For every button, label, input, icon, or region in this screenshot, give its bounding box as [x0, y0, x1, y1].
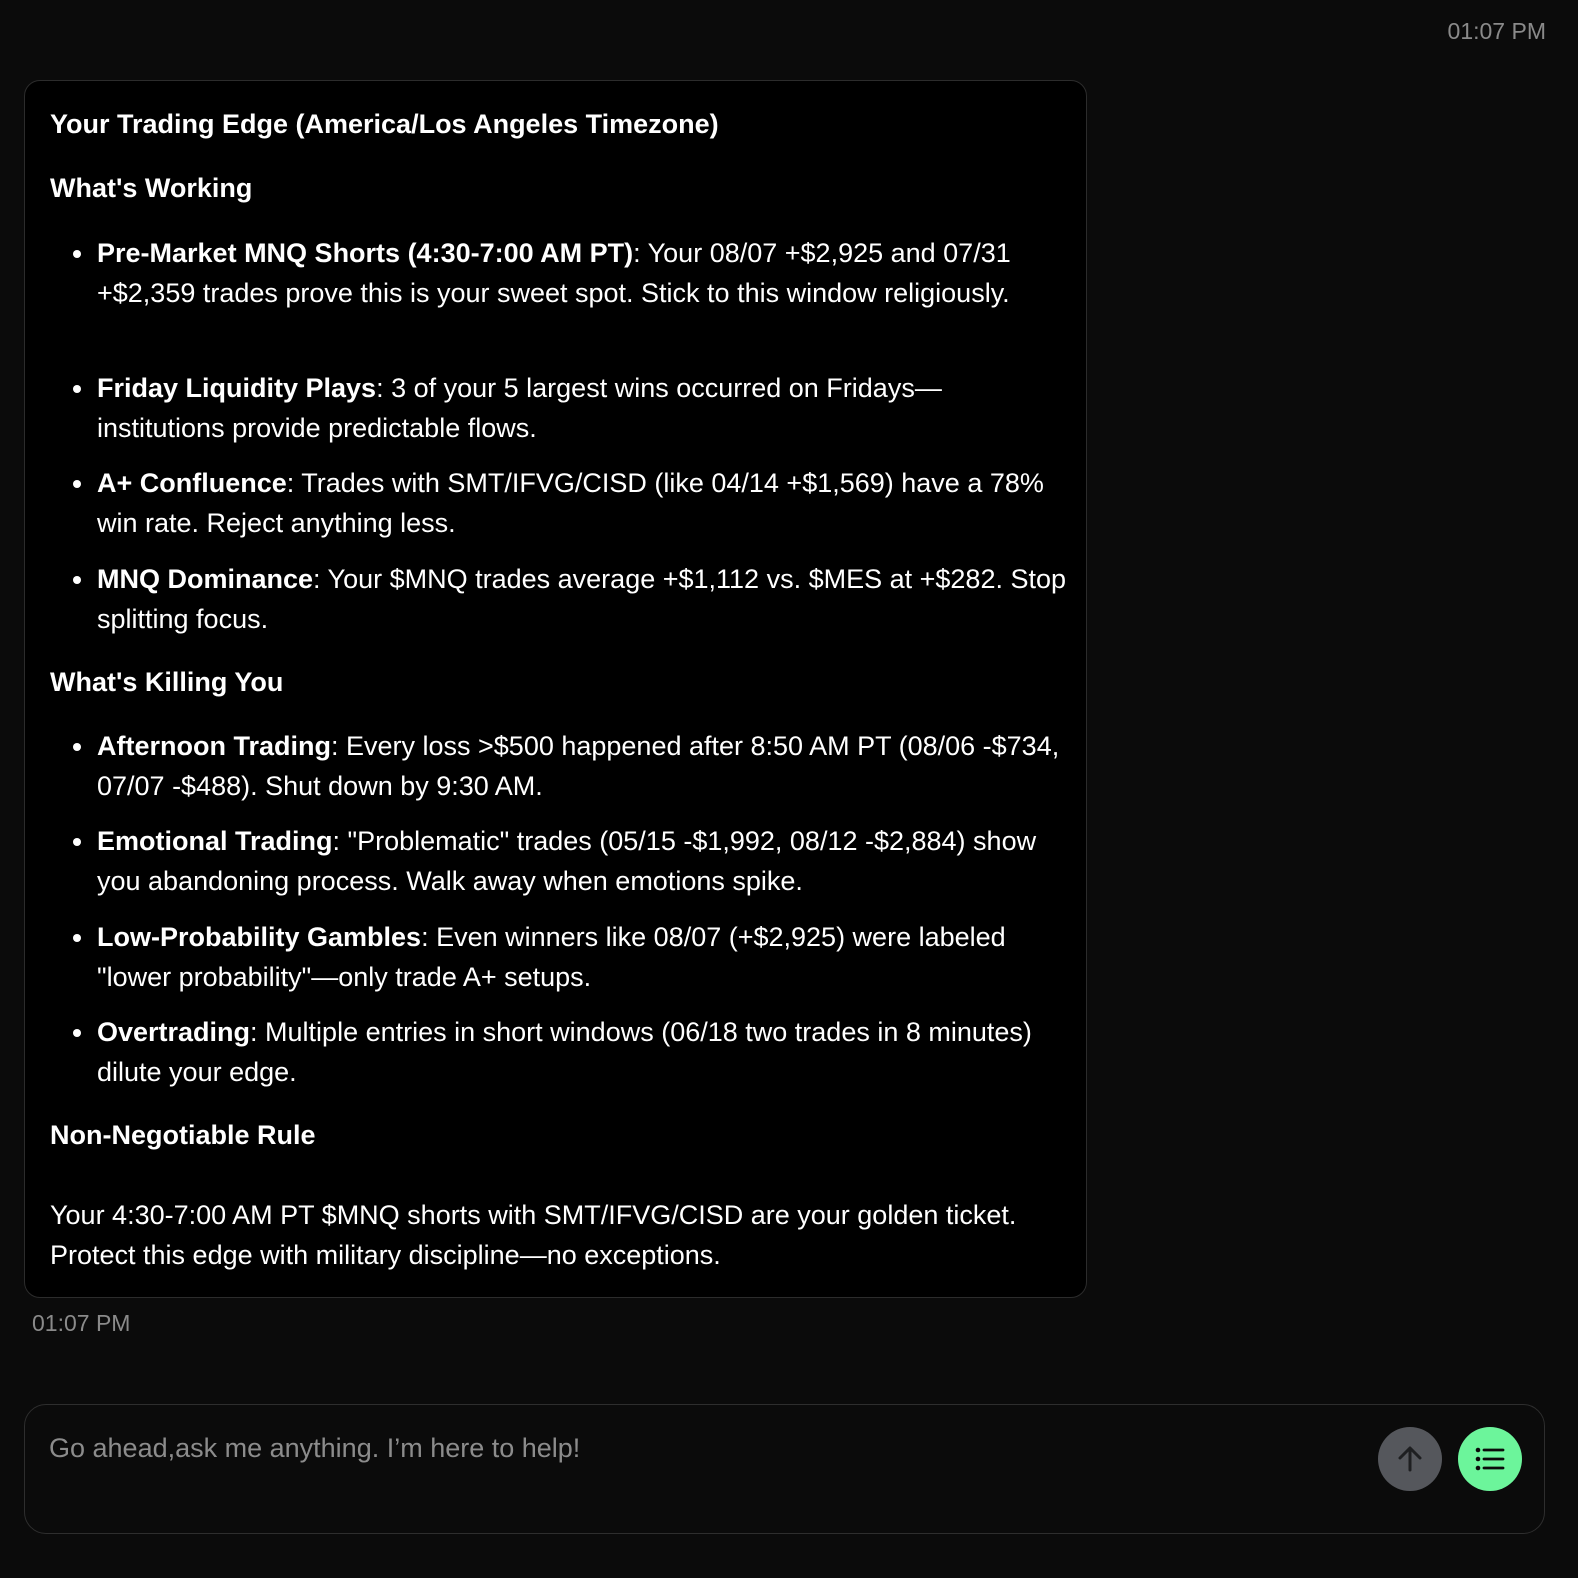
rule-heading: Non-Negotiable Rule: [50, 1120, 316, 1150]
chat-input[interactable]: [49, 1433, 1329, 1464]
item-label: MNQ Dominance: [97, 564, 314, 594]
item-text: : Every loss >$500 happened after 8:50 AM PT (08/06 -$734, 07/07 -$488). Shut down by 9:30 AM.: [97, 731, 1060, 801]
list-item: [97, 821, 1067, 901]
item-text: : Your $MNQ trades average +$1,112 vs. $MES at +$282. Stop splitting focus.: [97, 564, 1066, 634]
item-label: Afternoon Trading: [97, 731, 331, 761]
item-text: : Multiple entries in short windows (06/18 two trades in 8 minutes) dilute your edge.: [97, 1017, 1032, 1087]
item-label: A+ Confluence: [97, 468, 287, 498]
list-item: [97, 917, 1067, 997]
list-item: [97, 726, 1067, 806]
item-text: : Even winners like 08/07 (+$2,925) were labeled "lower probability"—only trade A+ setups.: [97, 922, 1006, 992]
list-menu-button[interactable]: [1458, 1427, 1522, 1491]
list-item: [97, 559, 1067, 639]
message-timestamp: 01:07 PM: [32, 1310, 131, 1336]
send-button[interactable]: [1378, 1427, 1442, 1491]
list-item: [97, 368, 1067, 448]
item-text: : Trades with SMT/IFVG/CISD (like 04/14 +$1,569) have a 78% win rate. Reject anything less.: [97, 468, 1044, 538]
list-item: [97, 233, 1067, 313]
rule-text: Your 4:30-7:00 AM PT $MNQ shorts with SMT/IFVG/CISD are your golden ticket. Protect this edge with military discipline—no exceptions.: [50, 1200, 1017, 1270]
section-heading-killing: What's Killing You: [50, 667, 284, 697]
list-icon: [1472, 1441, 1508, 1477]
arrow-up-icon: [1394, 1443, 1426, 1475]
item-text: : 3 of your 5 largest wins occurred on Fridays—institutions provide predictable flows.: [97, 373, 942, 443]
list-item: [97, 463, 1067, 543]
list-item: [97, 1012, 1067, 1092]
item-label: Emotional Trading: [97, 826, 333, 856]
section-heading-working: What's Working: [50, 173, 253, 203]
item-label: Low-Probability Gambles: [97, 922, 422, 952]
item-text: : Your 08/07 +$2,925 and 07/31 +$2,359 trades prove this is your sweet spot. Stick to this window religiously.: [97, 238, 1011, 308]
message-composer: [24, 1404, 1545, 1534]
message-title: Your Trading Edge (America/Los Angeles Timezone): [50, 109, 719, 139]
item-label: Pre-Market MNQ Shorts (4:30-7:00 AM PT): [97, 238, 634, 268]
assistant-message-bubble: [24, 80, 1087, 1298]
item-label: Overtrading: [97, 1017, 251, 1047]
top-timestamp: 01:07 PM: [1447, 18, 1546, 44]
item-text: : "Problematic" trades (05/15 -$1,992, 08/12 -$2,884) show you abandoning process. Walk away when emotions spike.: [97, 826, 1037, 896]
item-label: Friday Liquidity Plays: [97, 373, 377, 403]
